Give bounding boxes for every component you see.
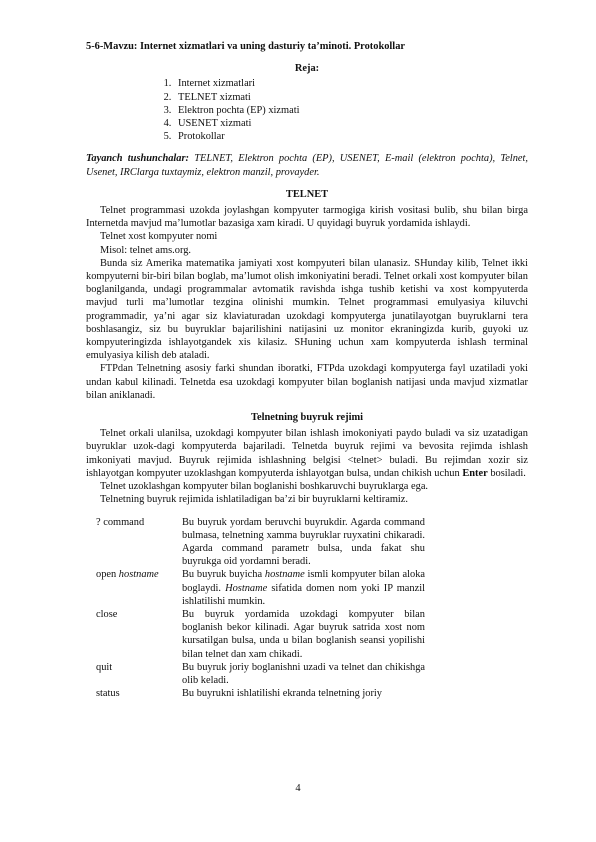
command-name: status xyxy=(96,688,120,700)
command-description: Bu buyrukni ishlatilishi ekranda telnetning joriy xyxy=(182,688,382,700)
command-description xyxy=(182,568,425,608)
desc-text: ismli kompyuter bilan aloka boglaydi. xyxy=(182,569,425,594)
paragraph xyxy=(86,427,528,480)
plan-item: 5. Protokollar xyxy=(174,130,528,143)
paragraph: FTPdan Telnetning asosiy farki shundan iboratki, FTPda uzokdagi kompyuterga fayl uzatiladi yoki undan kabul kilinadi. Telnetda esa uzokdagi kompyuter bilan boglanish natijasi unda mavjud xizmatlar bilan aniklanadi. xyxy=(86,363,528,401)
command-description: Bu buyruk yordam beruvchi buyrukdir. Agarda command bulmasa, telnetning xamma buyruklar ruyxatini chikaradi. Agarda command parametr bulsa, unda fakat shu buyrukga oid yordamni beradi. xyxy=(182,516,425,568)
plan-item: 2. TELNET xizmati xyxy=(174,91,528,104)
paragraph-text: Telnet orkali ulanilsa, uzokdagi kompyuter bilan ishlash imokoniyati paydo buladi va siz uzatadigan buyruklar uzok-dagi kompyuterda bajariladi. Telnetda buyruk rejimi va bevosita rejimda ishlash imkoniyati mavjud. Buyruk rejimida ishlashning belgisi <telnet> buladi. Bu rejimdan xozir siz ishlayotgan kompyuter uzoklashgan kompyuterda ishlayotgan bulsa, undan chikish uchun xyxy=(86,428,528,479)
paragraph: Telnet xost kompyuter nomi xyxy=(100,231,218,243)
command-row xyxy=(86,568,528,608)
plan-list xyxy=(86,77,528,143)
page-title: 5-6-Mavzu: Internet xizmatlari va uning dasturiy ta’minoti. Protokollar xyxy=(86,41,405,52)
key-concepts-text: TELNET, Elektron pochta (EP), USENET, E-mail (elektron pochta), Telnet, Usenet, IRClarga tuxtaymiz, elektron manzil, provayder. xyxy=(86,153,528,178)
paragraph-text: bosiladi. xyxy=(487,467,526,479)
command-row xyxy=(86,608,528,661)
command-description: Bu buyruk yordamida uzokdagi kompyuter bilan boglanish bekor kilinadi. Agar buyruk satrida xost nom kursatilgan bulsa, unda u bilan boglanish seansi yopilishi bilan telnet dan xam chikadi. xyxy=(182,608,425,660)
command-name-text: open xyxy=(96,569,119,581)
key-concepts-label: Tayanch tushunchalar: xyxy=(86,153,190,165)
desc-text: sifatida domen nom yoki IP manzil ishlatilishi mumkin. xyxy=(182,582,426,607)
command-name: ? command xyxy=(96,516,145,528)
plan-heading: Reja: xyxy=(294,63,320,75)
paragraph: Telnet uzoklashgan kompyuter bilan boglanishi boshkaruvchi buyruklarga ega. xyxy=(100,481,429,493)
desc-italic: Hostname xyxy=(225,582,268,594)
command-row xyxy=(86,661,528,687)
command-row xyxy=(86,687,528,700)
command-param: hostname xyxy=(118,569,159,581)
desc-italic: hostname xyxy=(264,569,305,581)
document-page xyxy=(86,40,528,700)
command-name xyxy=(86,568,182,608)
command-name: quit xyxy=(96,661,113,673)
section-heading-telnet: TELNET xyxy=(285,188,329,200)
desc-text: Bu buyruk buyicha xyxy=(182,569,265,581)
paragraph: Bunda siz Amerika matematika jamiyati xost kompyuteri bilan ulanasiz. SHunday kilib, Telnet ikki kompyuterni bir-biri bilan boglab, ma’lumot olish imkoniyatini beradi. Telnet orkali xost kompyuter bilan boglanilganda, undagi programmalar avtomatik ravishda ishga tushib ketishi va xost kompyuterda mavjud turli ma’lumotlar tezgina olinishi mumkin. Telnet programmasi emulyasiya kiluvchi programmadir, ya’ni agar siz klaviaturadan uzokdagi kompyuterga junatilayotgan buyruklarni tera boshlasangiz, siz bu buyruklar bajarilishini natijasini uz monitor ekraningizda kurib, guyoki uz kompyuteringizda ishlayotgandek xis kilasiz. SHuning uchun xam kompyuterda ishlash terminal emulyasiya kilish deb ataladi. xyxy=(86,257,528,362)
command-row xyxy=(86,516,528,569)
enter-key-label: Enter xyxy=(462,467,488,479)
page-number: 4 xyxy=(295,783,301,794)
command-list xyxy=(86,516,528,701)
paragraph: Telnet programmasi uzokda joylashgan kompyuter tarmogiga kirish vositasi bulib, shu bilan birga Internetda mavjud ma’lumotlar bazasiga xam kiradi. U quyidagi buyruk yordamida ishlaydi. xyxy=(86,205,528,230)
paragraph: Misol: telnet ams.org. xyxy=(100,244,192,256)
command-description: Bu buyruk joriy boglanishni uzadi va telnet dan chikishga olib keladi. xyxy=(182,661,425,686)
plan-item: 3. Elektron pochta (EP) xizmati xyxy=(174,104,528,117)
key-concepts xyxy=(86,152,528,178)
command-name: close xyxy=(96,608,118,620)
plan-item: 1. Internet xizmatlari xyxy=(174,77,528,90)
paragraph: Telnetning buyruk rejimida ishlatiladigan ba’zi bir buyruklarni keltiramiz. xyxy=(100,494,409,506)
plan-item: 4. USENET xizmati xyxy=(174,117,528,130)
section-heading-command-mode: Telnetning buyruk rejimi xyxy=(250,412,363,424)
